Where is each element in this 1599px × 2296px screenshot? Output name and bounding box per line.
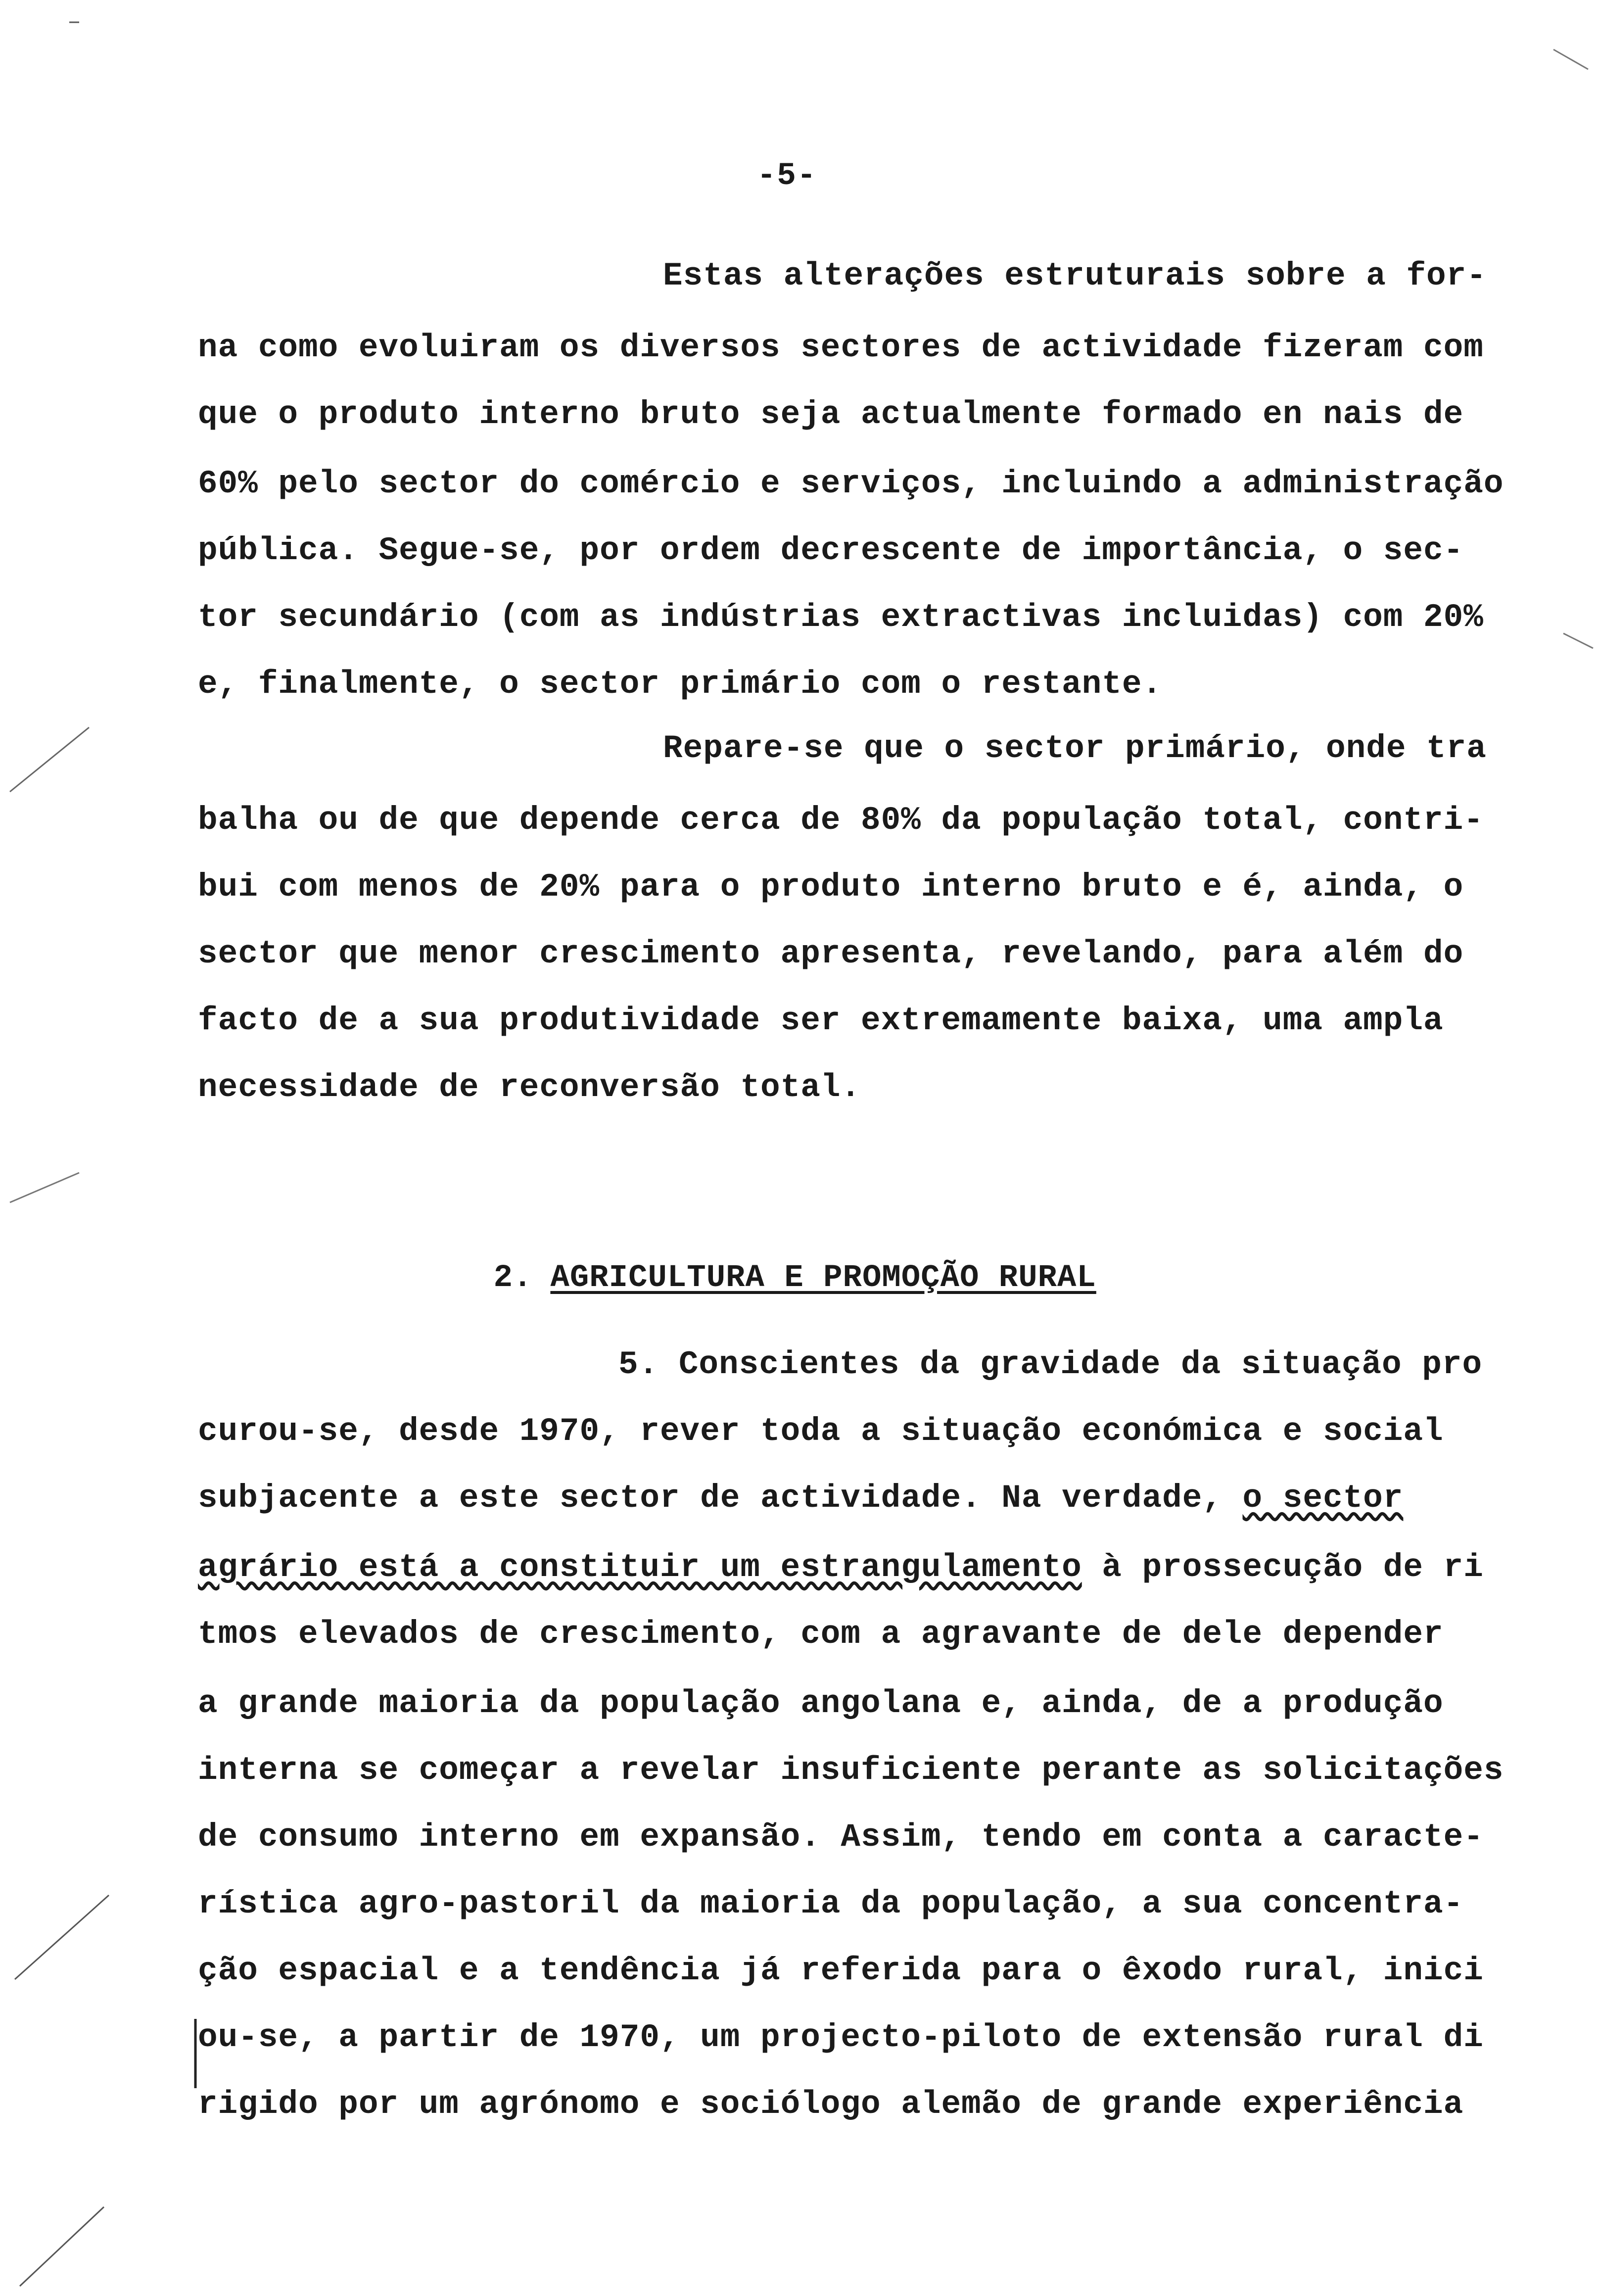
paragraph-3-line-7: interna se começar a revelar insuficiente perante as solicitações — [198, 1752, 1504, 1789]
paragraph-2-line-6: necessidade de reconversão total. — [198, 1069, 861, 1106]
paragraph-1-line-2: na como evoluiram os diversos sectores de actividade fizeram com — [198, 329, 1484, 366]
section-title: AGRICULTURA E PROMOÇÃO RURAL — [550, 1260, 1096, 1296]
paragraph-3-line-10: ção espacial e a tendência já referida para o êxodo rural, inici — [198, 1952, 1484, 1989]
section-heading — [416, 1225, 1096, 1332]
paragraph-1-line-6: tor secundário (com as indústrias extractivas incluidas) com 20% — [198, 599, 1484, 636]
paragraph-1-line-7: e, finalmente, o sector primário com o restante. — [198, 666, 1163, 703]
paragraph-3-line-1: 5. Conscientes da gravidade da situação pro — [618, 1346, 1483, 1383]
paragraph-3-line-12: rigido por um agrónomo e sociólogo alemão de grande experiência — [198, 2086, 1464, 2123]
paragraph-1-line-3: que o produto interno bruto seja actualmente formado en nais de — [198, 396, 1464, 433]
paragraph-3-line-5: tmos elevados de crescimento, com a agravante de dele depender — [198, 1616, 1444, 1653]
paragraph-1-line-1: Estas alterações estruturais sobre a for- — [663, 257, 1487, 294]
paragraph-3-line-3-text: subjacente a este sector de actividade. Na verdade, — [198, 1480, 1243, 1517]
paragraph-3-line-9: rística agro-pastoril da maioria da população, a sua concentra- — [198, 1885, 1464, 1922]
paragraph-3-line-6: a grande maioria da população angolana e, ainda, de a produção — [198, 1685, 1444, 1722]
underlined-phrase-start: o sector — [1242, 1480, 1404, 1517]
page-number: -5- — [757, 158, 817, 194]
paragraph-3-line-4 — [198, 1551, 1484, 1584]
paragraph-3-line-3 — [198, 1482, 1403, 1515]
paragraph-1-line-5: pública. Segue-se, por ordem decrescente de importância, o sec- — [198, 532, 1464, 569]
paragraph-1-line-4: 60% pelo sector do comércio e serviços, incluindo a administração — [198, 465, 1504, 502]
underlined-phrase-end: agrário está a constituir um estrangulamento — [198, 1549, 1082, 1586]
paragraph-3-line-2: curou-se, desde 1970, rever toda a situação económica e social — [198, 1413, 1444, 1450]
paragraph-2-line-1: Repare-se que o sector primário, onde tra — [663, 730, 1487, 767]
paragraph-3-line-11: ou-se, a partir de 1970, um projecto-piloto de extensão rural di — [198, 2019, 1484, 2056]
paragraph-3-line-8: de consumo interno em expansão. Assim, tendo em conta a caracte- — [198, 1818, 1484, 1856]
paragraph-2-line-3: bui com menos de 20% para o produto interno bruto e é, ainda, o — [198, 868, 1464, 906]
paragraph-2-line-4: sector que menor crescimento apresenta, revelando, para além do — [198, 935, 1464, 972]
paragraph-2-line-5: facto de a sua produtividade ser extremamente baixa, uma ampla — [198, 1002, 1444, 1039]
paragraph-3-line-4-text: à prossecução de ri — [1082, 1549, 1484, 1586]
paragraph-2-line-2: balha ou de que depende cerca de 80% da população total, contri- — [198, 802, 1484, 839]
section-number: 2. — [493, 1260, 533, 1296]
